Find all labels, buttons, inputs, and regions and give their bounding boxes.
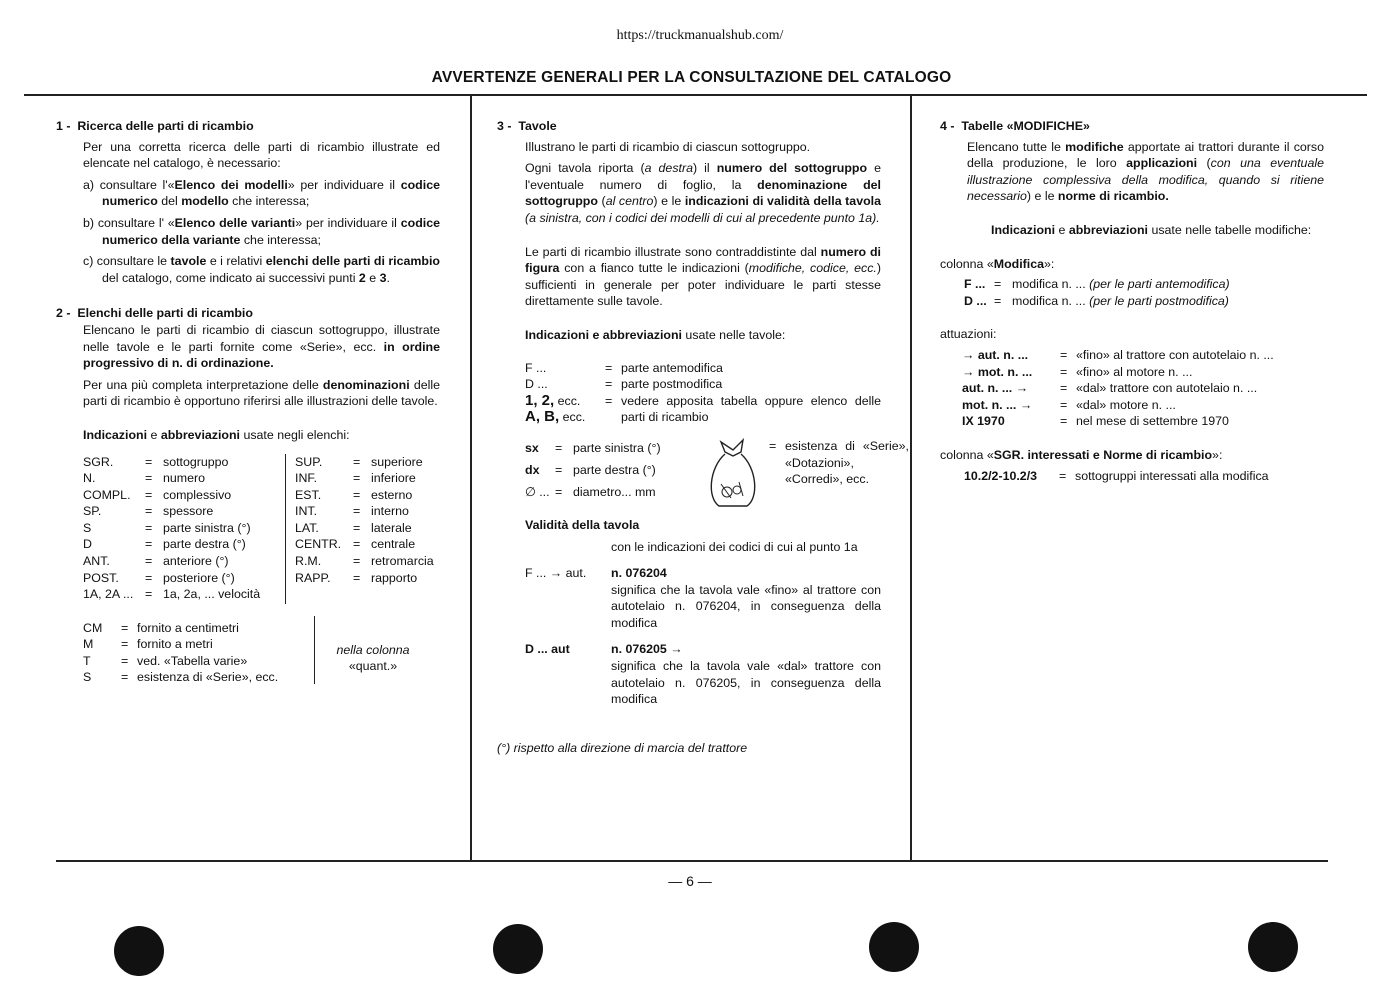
page-number: — 6 — — [668, 873, 712, 889]
row-value: complessivo — [163, 487, 232, 502]
equals-sign: = — [1060, 364, 1068, 379]
binder-hole-2 — [493, 924, 543, 974]
table-row — [83, 503, 260, 520]
section-4-heading: 4 - Tabelle «MODIFICHE» — [940, 119, 1090, 133]
equals-sign: = — [353, 454, 361, 469]
row-value: inferiore — [371, 471, 416, 486]
table-row — [295, 520, 434, 537]
equals-sign: = — [353, 537, 361, 552]
validity-table: con le indicazioni dei codici di cui al punto 1a F ... → aut. n. 076204 significa che la tavola vale «fino» al trattore con autotelaio n. 076204, in conseguenza della modifica D ... aut n. 076205 → significa che la tavola vale «dal» trattore con autotelaio n. 076205, in conseguenza della modifica — [525, 539, 881, 707]
table-row — [83, 520, 260, 537]
row-key: D ... — [964, 293, 987, 308]
row-key: mot. n. ... → — [962, 397, 1033, 412]
binder-hole-4 — [1248, 922, 1298, 972]
equals-sign: = — [145, 504, 153, 519]
row-key: D — [83, 537, 92, 552]
section-1-intro: Per una corretta ricerca delle parti di ricambio illustrate ed elencate nel catalogo, è necessario: — [83, 139, 440, 171]
equals-sign: = — [145, 570, 153, 585]
equals-sign: = — [353, 570, 361, 585]
modifiche-abbr-heading: Indicazioni e abbreviazioni usate nelle tabelle modifiche: — [991, 222, 1312, 237]
row-key: SP. — [83, 504, 102, 519]
table-row — [295, 470, 434, 487]
table-row — [295, 454, 434, 471]
table-row — [295, 503, 434, 520]
equals-sign: = — [994, 277, 1002, 292]
equals-sign: = — [1060, 414, 1068, 429]
row-value: posteriore (°) — [163, 570, 235, 585]
table-row — [83, 536, 260, 553]
table-row — [295, 553, 434, 570]
equals-sign: = — [353, 554, 361, 569]
equals-sign: = — [1060, 381, 1068, 396]
section-2-para-1: Elencano le parti di ricambio di ciascun sottogruppo, illustrate nelle tavole e le parti fornite come «Serie», ecc. in ordine progressivo di n. di ordinazione. — [83, 322, 440, 371]
row-key: POST. — [83, 570, 119, 585]
footer-rule — [56, 860, 1328, 862]
row-key: N. — [83, 471, 96, 486]
equals-sign: = — [121, 653, 129, 668]
equals-sign: = — [145, 487, 153, 502]
row-key: S — [83, 670, 92, 685]
equals-sign: = — [145, 537, 153, 552]
table-row — [83, 570, 260, 587]
section-1-item-c: c) consultare le tavole e i relativi elenchi delle parti di ricambio del catalogo, come indicato ai successivi punti 2 e 3. — [83, 254, 440, 285]
table-row — [83, 470, 260, 487]
row-key: → aut. n. ... — [962, 347, 1029, 362]
sx-dx-legend: sx = parte sinistra (°) dx = parte destra (°) ∅ ... = diametro... mm = esistenza di «Serie», «Dotazioni», «Corredi», ecc. — [525, 438, 881, 508]
table-row — [83, 454, 260, 471]
section-3-heading: 3 - Tavole — [497, 119, 557, 133]
table-row — [83, 553, 260, 570]
row-value: «dal» trattore con autotelaio n. ... — [1076, 381, 1258, 396]
row-value: parte sinistra (°) — [163, 520, 251, 535]
binder-hole-3 — [869, 922, 919, 972]
modifica-column-label: colonna «Modifica»: — [940, 256, 1055, 271]
row-key: LAT. — [295, 520, 319, 535]
tavole-abbr-heading: Indicazioni e abbreviazioni usate nelle tavole: — [525, 327, 786, 342]
section-1-item-a: a) consultare l'«Elenco dei modelli» per individuare il codice numerico del modello che interessa; — [83, 177, 440, 209]
row-key: R.M. — [295, 554, 322, 569]
tavole-para-3: Le parti di ricambio illustrate sono contraddistinte dal numero di figura con a fianco tutte le indicazioni (modifiche, codice, ecc.) sufficienti in generale per poter individuare le parti stesse direttamente sulle tavole. — [525, 244, 881, 309]
row-value: modifica n. ... (per le parti postmodifica) — [1012, 293, 1229, 308]
section-2-heading: 2 - Elenchi delle parti di ricambio — [56, 306, 253, 321]
table-row — [964, 293, 1230, 310]
row-key: 1A, 2A ... — [83, 587, 134, 602]
row-value: esterno — [371, 487, 413, 502]
tavole-para-2: Ogni tavola riporta (a destra) il numero del sottogruppo e l'eventuale numero di foglio, la denominazione del sottogruppo (al centro) e le indicazioni di validità della tavola (a sinistra, con i codici dei modelli di cui al precedente punto 1a). — [525, 161, 882, 225]
row-value: sottogruppo — [163, 454, 229, 469]
quantity-divider — [314, 616, 315, 684]
equals-sign: = — [145, 471, 153, 486]
row-value: parte destra (°) — [163, 537, 246, 552]
equals-sign: = — [353, 520, 361, 535]
row-key: INF. — [295, 471, 318, 486]
row-value: nel mese di settembre 1970 — [1076, 414, 1229, 429]
page-title: AVVERTENZE GENERALI PER LA CONSULTAZIONE DEL CATALOGO — [431, 69, 952, 86]
table-row — [962, 347, 1274, 364]
column-divider-1 — [470, 95, 472, 861]
equals-sign: = — [994, 293, 1002, 308]
column-1 — [56, 118, 440, 690]
abbreviations-left — [83, 454, 260, 603]
row-value: superiore — [371, 454, 423, 469]
row-value: numero — [163, 471, 206, 486]
row-key: aut. n. ... → — [962, 381, 1029, 396]
tavole-abbr-table: F ... = parte antemodifica D ... = parte postmodifica 1, 2, ecc. A, B, ecc. = vedere apposita tabella oppure elenco delle parti di ricambio — [525, 360, 881, 426]
table-row — [962, 364, 1274, 381]
equals-sign: = — [353, 471, 361, 486]
row-key: M — [83, 637, 94, 652]
tavole-para-1: Illustrano le parti di ricambio di ciascun sottogruppo. — [525, 139, 811, 154]
attuazioni-table — [962, 347, 1274, 430]
row-key: SGR. — [83, 454, 114, 469]
table-row — [83, 636, 278, 653]
row-key: COMPL. — [83, 487, 131, 502]
row-key: CENTR. — [295, 537, 342, 552]
equals-sign: = — [145, 520, 153, 535]
section-2-para-2: Per una più completa interpretazione delle denominazioni delle parti di ricambio è opportuno riferirsi alle illustrazioni delle tavole. — [83, 377, 440, 409]
row-key: S — [83, 520, 92, 535]
equals-sign: = — [121, 670, 129, 685]
table-row — [295, 536, 434, 553]
equals-sign: = — [145, 554, 153, 569]
column-divider-2 — [910, 95, 912, 861]
validity-heading: Validità della tavola — [525, 517, 640, 532]
section-1-item-b: b) consultare l' «Elenco delle varianti» per individuare il codice numerico della variante che interessa; — [83, 215, 441, 247]
equals-sign: = — [121, 637, 129, 652]
table-row — [962, 413, 1274, 430]
quantity-note: nella colonna «quant.» — [336, 642, 410, 674]
modifica-table — [964, 276, 1230, 309]
row-key: EST. — [295, 487, 322, 502]
header-rule — [24, 94, 1367, 96]
equals-sign: = — [353, 504, 361, 519]
abbreviations-heading: Indicazioni e abbreviazioni usate negli elenchi: — [83, 427, 350, 442]
row-value: spessore — [163, 504, 214, 519]
table-row — [295, 570, 434, 587]
row-key: T — [83, 653, 91, 668]
row-value: retromarcia — [371, 554, 434, 569]
binder-hole-1 — [114, 926, 164, 976]
row-value: laterale — [371, 520, 412, 535]
row-key: → mot. n. ... — [962, 364, 1033, 379]
row-value: anteriore (°) — [163, 554, 229, 569]
row-value: fornito a centimetri — [137, 620, 239, 635]
table-row — [83, 669, 278, 686]
row-value: «fino» al trattore con autotelaio n. ... — [1076, 347, 1274, 362]
column-3 — [940, 118, 1324, 484]
abbreviations-right — [295, 454, 434, 587]
row-key: ANT. — [83, 554, 110, 569]
abbreviations-table — [83, 454, 440, 604]
equals-sign: = — [353, 487, 361, 502]
table-row — [964, 276, 1230, 293]
table-row — [962, 380, 1274, 397]
equals-sign: = — [145, 454, 153, 469]
row-key: F ... — [964, 277, 986, 292]
table-row — [83, 586, 260, 603]
row-value: rapporto — [371, 570, 418, 585]
sgr-column-label: colonna «SGR. interessati e Norme di ricambio»: — [940, 447, 1223, 462]
table-row — [83, 487, 260, 504]
column-2 — [497, 118, 909, 756]
row-value: ved. «Tabella varie» — [137, 653, 248, 668]
equals-sign: = — [1060, 397, 1068, 412]
row-value: modifica n. ... (per le parti antemodifica) — [1012, 277, 1230, 292]
row-value: centrale — [371, 537, 416, 552]
row-key: INT. — [295, 504, 318, 519]
footnote: (°) rispetto alla direzione di marcia del trattore — [497, 740, 748, 755]
row-value: «fino» al motore n. ... — [1076, 364, 1193, 379]
attuazioni-label: attuazioni: — [940, 327, 997, 342]
row-key: RAPP. — [295, 570, 331, 585]
equals-sign: = — [121, 620, 129, 635]
table-row — [295, 487, 434, 504]
sgr-table: 10.2/2-10.2/3 = sottogruppi interessati alla modifica — [964, 468, 1269, 483]
equals-sign: = — [1060, 347, 1068, 362]
row-value: 1a, 2a, ... velocità — [163, 587, 261, 602]
parts-bag-icon — [703, 438, 763, 510]
table-row — [83, 653, 278, 670]
row-value: fornito a metri — [137, 637, 213, 652]
modifiche-para: Elencano tutte le modifiche apportate ai trattori durante il corso della produzione, le loro applicazioni (con una eventuale illustrazione complessiva della modifica, quando si ritiene necessario) e le norme di ricambio. — [967, 139, 1324, 204]
row-key: IX 1970 — [962, 414, 1005, 429]
table-row — [962, 397, 1274, 414]
quantity-legend — [83, 620, 440, 690]
row-value: «dal» motore n. ... — [1076, 397, 1176, 412]
source-url[interactable]: https://truckmanualshub.com/ — [616, 28, 784, 43]
abbreviations-divider — [285, 454, 286, 604]
row-value: interno — [371, 504, 409, 519]
row-key: CM — [83, 620, 103, 635]
table-row — [83, 620, 278, 637]
section-1-heading: 1 - Ricerca delle parti di ricambio — [56, 119, 254, 133]
row-key: SUP. — [295, 454, 323, 469]
equals-sign: = — [145, 587, 153, 602]
row-value: esistenza di «Serie», ecc. — [137, 670, 279, 685]
